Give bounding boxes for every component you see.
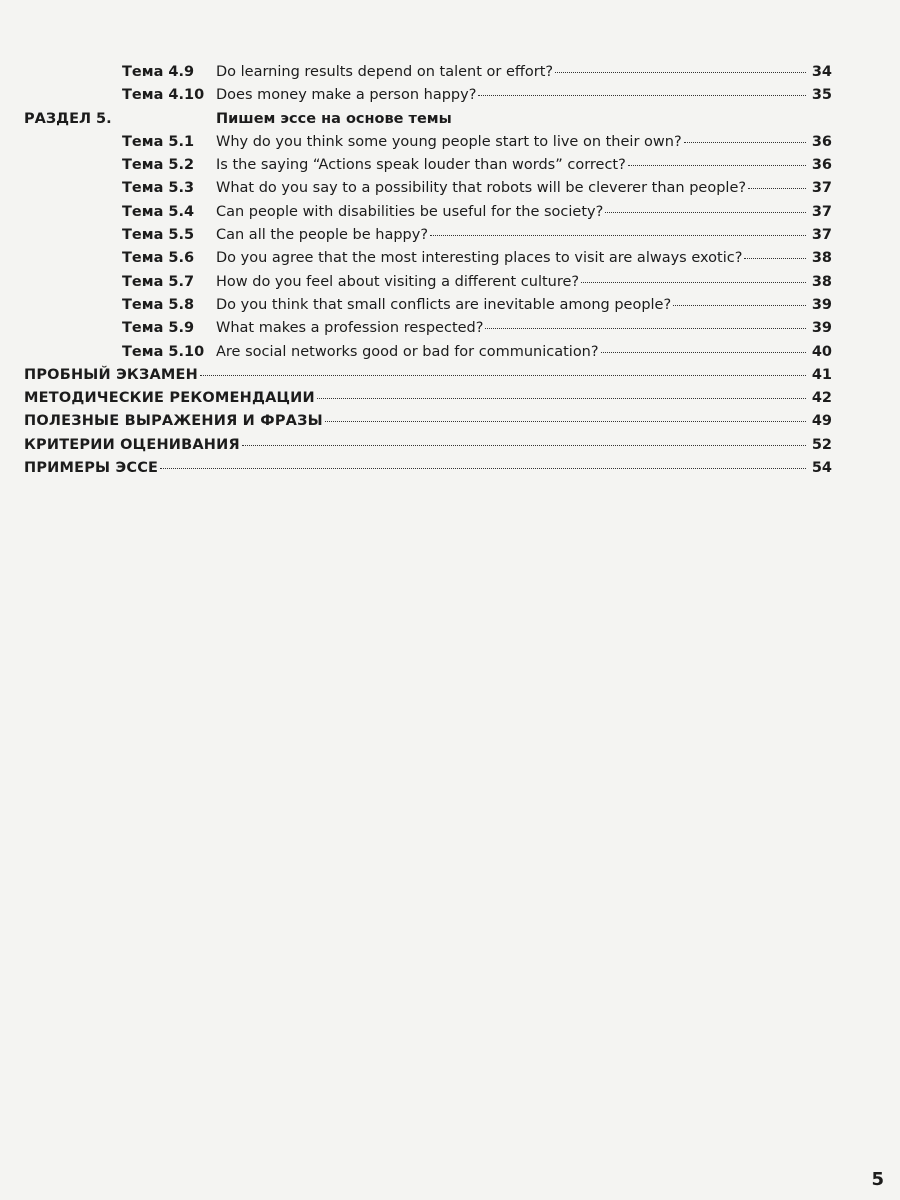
section-label: РАЗДЕЛ 5. (24, 110, 112, 127)
chapter-page: 49 (811, 413, 832, 430)
chapter-page: 42 (811, 390, 832, 407)
toc-entry (24, 274, 832, 297)
toc-entry-page: 34 (811, 64, 832, 80)
toc-entry (24, 297, 832, 320)
dot-leader (748, 188, 806, 189)
toc-entry-title: How do you feel about visiting a different culture? (216, 273, 580, 290)
dot-leader (628, 165, 806, 166)
toc-entry-page: 38 (811, 250, 832, 267)
toc-entry-title: Can people with disabilities be useful for the society? (216, 203, 604, 220)
toc-entry-title: Do you think that small conflicts are inevitable among people? (216, 296, 672, 313)
toc-entry-page: 35 (811, 87, 832, 104)
chapter-title: МЕТОДИЧЕСКИЕ РЕКОМЕНДАЦИИ (24, 390, 315, 407)
toc-entry (24, 64, 832, 87)
toc-entry (24, 227, 832, 250)
toc-entry (24, 157, 832, 180)
toc-entry-page: 36 (811, 157, 832, 174)
toc-entry-page: 38 (811, 273, 832, 290)
toc-entry-label: Тема 5.2 (122, 157, 195, 174)
chapter-title: ПОЛЕЗНЫЕ ВЫРАЖЕНИЯ И ФРАЗЫ (24, 413, 323, 430)
toc-entry-title: Are social networks good or bad for communication? (216, 343, 599, 360)
toc-entry-title: Is the saying “Actions speak louder than words” correct? (216, 157, 626, 174)
toc-entry-label: Тема 5.8 (122, 296, 195, 313)
toc-entry-title: Do you agree that the most interesting places to visit are always exotic? (216, 250, 743, 267)
dot-leader (601, 352, 806, 353)
toc-entry-label: Тема 5.5 (122, 227, 195, 244)
toc-chapter-entry (24, 413, 832, 436)
toc-section-heading (24, 111, 832, 134)
dot-leader (605, 212, 806, 213)
toc-chapter-entry (24, 460, 832, 483)
dot-leader (684, 142, 806, 143)
section-title: Пишем эссе на основе темы (216, 110, 452, 127)
toc-entry-page: 37 (811, 227, 832, 244)
dot-leader (673, 305, 806, 306)
toc-entry (24, 320, 832, 343)
toc-entry-page: 37 (811, 180, 832, 197)
toc-entry-page: 36 (811, 133, 832, 150)
toc-entry-label: Тема 5.10 (122, 343, 205, 360)
chapter-page: 52 (811, 436, 832, 453)
toc-entry-label: Тема 5.3 (122, 180, 195, 197)
dot-leader (200, 375, 806, 376)
dot-leader (478, 95, 806, 96)
dot-leader (430, 235, 806, 236)
toc-entry-title: Does money make a person happy? (216, 87, 477, 104)
dot-leader (160, 468, 806, 469)
toc-entry (24, 204, 832, 227)
toc-chapter-entry (24, 437, 832, 460)
toc-entry-label: Тема 5.6 (122, 250, 195, 267)
chapter-title: ПРОБНЫЙ ЭКЗАМЕН (24, 366, 198, 383)
toc-entry (24, 344, 832, 367)
chapter-page: 54 (811, 460, 832, 477)
toc-entry-label: Тема 5.9 (122, 320, 195, 337)
toc-entry-page: 39 (811, 296, 832, 313)
toc-entry-label: Тема 4.9 (122, 64, 195, 80)
page-number: 5 (871, 1169, 884, 1190)
toc-entry (24, 87, 832, 110)
toc-entry-label: Тема 5.4 (122, 203, 195, 220)
chapter-title: КРИТЕРИИ ОЦЕНИВАНИЯ (24, 436, 240, 453)
toc-entry (24, 250, 832, 273)
toc-chapter-entry (24, 390, 832, 413)
toc-entry-page: 39 (811, 320, 832, 337)
toc-entry-title: What makes a profession respected? (216, 320, 484, 337)
toc-entry-title: Why do you think some young people start to live on their own? (216, 133, 682, 150)
toc-entry-page: 40 (811, 343, 832, 360)
toc-entry-title: Can all the people be happy? (216, 227, 429, 244)
dot-leader (581, 282, 806, 283)
toc-entry (24, 134, 832, 157)
chapter-page: 41 (811, 366, 832, 383)
chapter-title: ПРИМЕРЫ ЭССЕ (24, 460, 159, 477)
dot-leader (744, 258, 806, 259)
toc-entry-label: Тема 4.10 (122, 87, 205, 104)
toc-chapter-entry (24, 367, 832, 390)
dot-leader (555, 72, 806, 73)
toc-entry-title: What do you say to a possibility that robots will be cleverer than people? (216, 180, 747, 197)
dot-leader (317, 398, 806, 399)
table-of-contents (24, 64, 832, 483)
toc-entry-label: Тема 5.1 (122, 133, 195, 150)
toc-entry (24, 180, 832, 203)
toc-entry-label: Тема 5.7 (122, 273, 195, 290)
dot-leader (242, 445, 806, 446)
toc-entry-page: 37 (811, 203, 832, 220)
dot-leader (485, 328, 806, 329)
toc-entry-title: Do learning results depend on talent or effort? (216, 64, 554, 80)
dot-leader (325, 421, 806, 422)
